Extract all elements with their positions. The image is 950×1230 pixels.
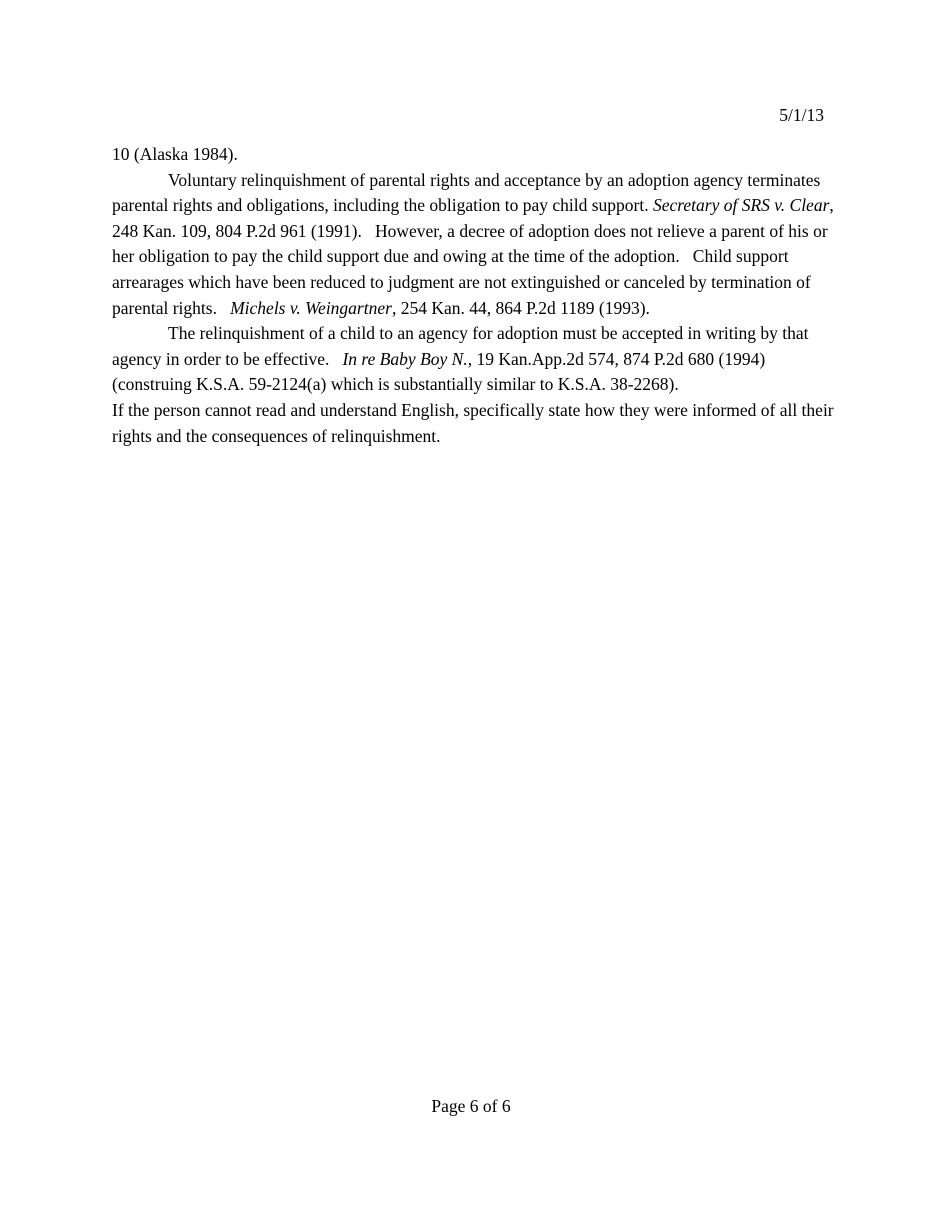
para1-text-a: Voluntary relinquishment of parental rights and acceptance by an adoption agency terminates parental rights and obligations, including the obligation to pay child support. xyxy=(112,169,821,216)
para2-text-a: The relinquishment of a child to an agency for adoption must be accepted in writing by that agency in order to be effective. xyxy=(112,323,809,369)
paragraph-agency-acceptance xyxy=(112,321,842,398)
para1-text-b: , 248 Kan. 109, 804 P.2d 961 (1991). xyxy=(112,195,834,241)
case-citation-secretary-srs: Secretary of SRS v. Clear xyxy=(652,195,830,216)
para2-text-b: , 19 Kan.App.2d 574, 874 P.2d 680 (1994) (construing K.S.A. 59-2124(a) which is substantially similar to K.S.A. 38-2268). xyxy=(112,348,766,395)
case-citation-baby-boy: In re Baby Boy N. xyxy=(342,348,468,369)
carryover-line: 10 (Alaska 1984). xyxy=(112,144,238,164)
para1-text-d: Child support arrearages which have been reduced to judgment are not extinguished or canceled by termination of parental rights. xyxy=(112,246,811,318)
paragraph-english-instruction: If the person cannot read and understand English, specifically state how they were informed of all their rights and the consequences of relinquishment. xyxy=(112,399,834,446)
para1-text-e: , 254 Kan. 44, 864 P.2d 1189 (1993). xyxy=(391,297,650,318)
header-date: 5/1/13 xyxy=(779,105,824,125)
paragraph-child-support xyxy=(112,168,842,322)
case-citation-michels: Michels v. Weingartner xyxy=(230,297,392,318)
para1-text-c: However, a decree of adoption does not relieve a parent of his or her obligation to pay the child support due and owing at the time of the adoption. xyxy=(112,220,828,267)
body-text xyxy=(112,142,842,449)
page-number: Page 6 of 6 xyxy=(431,1096,511,1116)
